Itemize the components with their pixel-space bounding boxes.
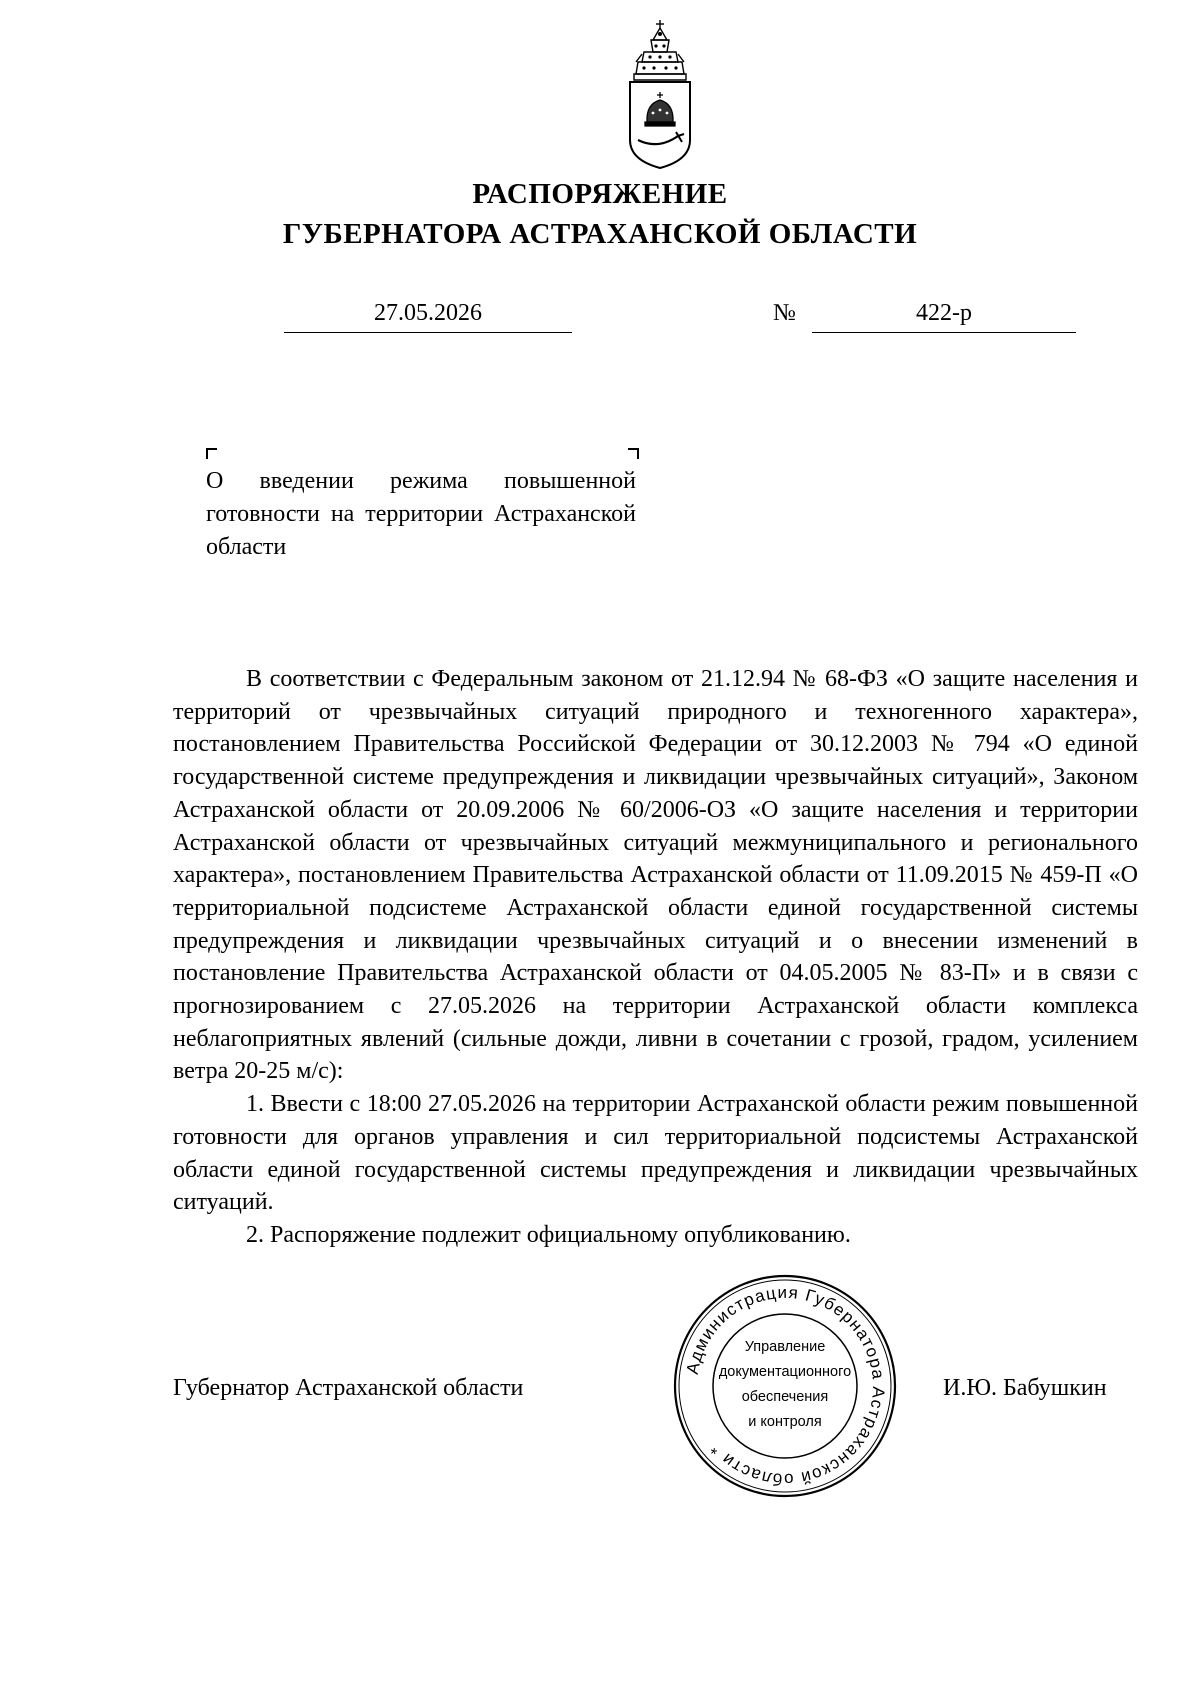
document-type-title: РАСПОРЯЖЕНИЕ (472, 178, 728, 210)
signatory-position: Губернатор Астраханской области (173, 1375, 524, 1401)
document-body (173, 663, 1138, 1252)
document-date: 27.05.2026 (284, 298, 572, 333)
stamp-center-line-1: Управление (744, 1339, 826, 1355)
subject-bracket-left (206, 448, 217, 459)
order-item-2: 2. Распоряжение подлежит официальному опубликованию. (246, 1221, 851, 1248)
stamp-center-line-4: и контроля (748, 1414, 822, 1430)
preamble-paragraph: В соответствии с Федеральным законом от 21.12.94 № 68-ФЗ «О защите населения и территорий от чрезвычайных ситуаций природного и техногенного характера», постановлением Правительства Российской Федерации от 30.12.2003 № 794 «О единой государственной системе предупреждения и ликвидации чрезвычайных ситуаций», Законом Астраханской области от 20.09.2006 № 60/2006-ОЗ «О защите населения и территории Астраханской области от чрезвычайных ситуаций межмуниципального и регионального характера», постановлением Правительства Астраханской области от 11.09.2015 № 459-П «О территориальной подсистеме Астраханской области единой государственной системы предупреждения и ликвидации чрезвычайных ситуаций и о внесении изменений в постановление Правительства Астраханской области от 04.05.2005 № 83-П» и в связи с прогнозированием с 27.05.2026 на территории Астраханской области комплекса неблагоприятных явлений (сильные дожди, ливни в сочетании с грозой, градом, усилением ветра 20-25 м/с): (173, 666, 1138, 1085)
issuer-title: ГУБЕРНАТОРА АСТРАХАНСКОЙ ОБЛАСТИ (282, 218, 918, 250)
order-item-1: 1. Ввести с 18:00 27.05.2026 на территории Астраханской области режим повышенной готовности для органов управления и сил территориальной подсистемы Астраханской области единой государственной системы предупреждения и ликвидации чрезвычайных ситуаций. (173, 1091, 1138, 1216)
signatory-name: И.Ю. Бабушкин (943, 1375, 1107, 1401)
number-sign: № (773, 300, 796, 326)
document-number: 422-р (812, 298, 1076, 333)
coat-of-arms-emblem (620, 18, 700, 170)
stamp-ring-text: Администрация Губернатора Астраханской области * (682, 1282, 889, 1490)
subject-bracket-right (628, 448, 639, 459)
stamp-center-text (700, 1335, 870, 1435)
stamp-center-line-2: документационного (718, 1364, 852, 1380)
document-subject: О введении режима повышенной готовности на территории Астраханской области (206, 468, 636, 560)
stamp-center-line-3: обеспечения (741, 1389, 829, 1405)
